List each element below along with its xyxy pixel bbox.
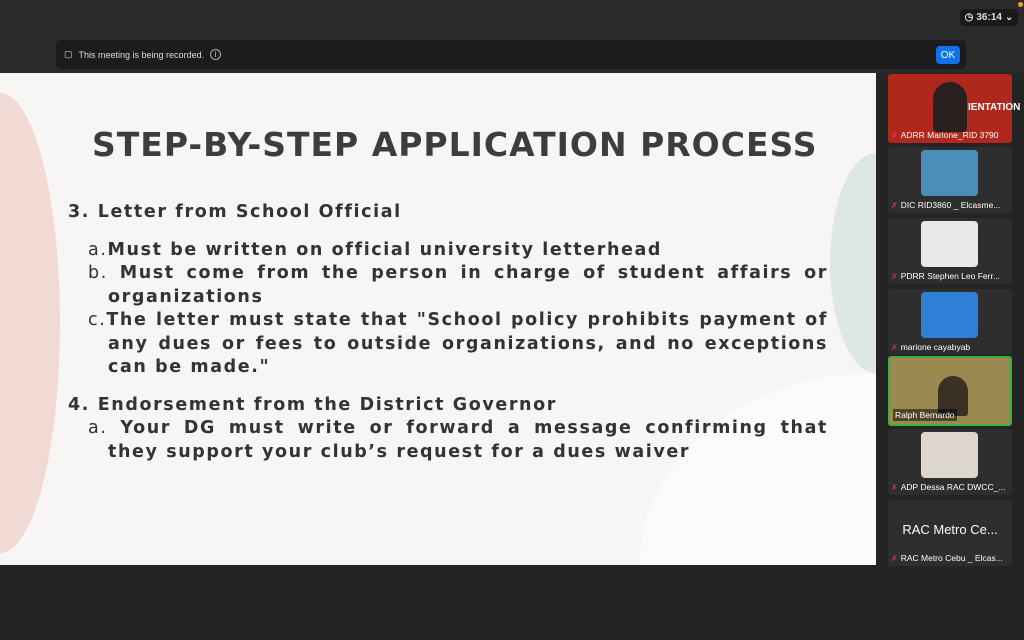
participant-video [933, 82, 967, 132]
participant-tile[interactable]: IENTATION ✗ ADRR Marione_RID 3790 [888, 74, 1012, 143]
participant-avatar [921, 150, 978, 196]
slide-title: STEP-BY-STEP APPLICATION PROCESS [92, 125, 818, 164]
step-4a: a. Your DG must write or forward a message confirming that they support your club’s request for a dues waiver [88, 418, 828, 462]
step-3c: c.The letter must state that "School policy prohibits payment of any dues or fees to outside organizations, and no exceptions can be made." [88, 310, 828, 377]
participant-avatar [921, 432, 978, 478]
step-3: 3. Letter from School Official [68, 202, 402, 222]
decor-shape [830, 153, 876, 373]
decor-shape [0, 93, 60, 553]
participant-tile[interactable]: ✗ ADP Dessa RAC DWCC_... [888, 429, 1012, 495]
shared-slide [0, 73, 876, 565]
participant-avatar [921, 221, 978, 267]
info-icon[interactable]: i [210, 49, 221, 60]
participant-tile-active[interactable]: Ralph Bernardo [888, 356, 1012, 426]
step-3b: b. Must come from the person in charge of student affairs or organizations [88, 263, 828, 307]
mic-muted-icon: ✗ [891, 482, 898, 492]
video-overlay-text: IENTATION [968, 102, 1021, 113]
step-3a: a.Must be written on official university letterhead [88, 239, 663, 260]
participant-avatar [921, 292, 978, 338]
mic-muted-icon: ✗ [891, 342, 898, 352]
mic-muted-icon: ✗ [891, 271, 898, 281]
clock-icon: ◷ [964, 12, 974, 23]
slide-body [68, 201, 828, 464]
top-bar [0, 0, 1024, 73]
ok-button[interactable]: OK [936, 46, 960, 64]
chevron-down-icon: ⌄ [1004, 12, 1014, 23]
participant-tile[interactable]: ✗ DIC RID3860 _ Elcasme... [888, 147, 1012, 213]
participant-tile[interactable]: ✗ PDRR Stephen Leo Ferr... [888, 218, 1012, 284]
recording-banner: ▢ This meeting is being recorded. i OK [56, 40, 966, 69]
step-4: 4. Endorsement from the District Governor [68, 394, 557, 415]
mic-muted-icon: ✗ [891, 200, 898, 210]
participant-tile[interactable]: RAC Metro Ce... ✗ RAC Metro Cebu _ Elcas... [888, 500, 1012, 566]
mic-muted-icon: ✗ [891, 553, 898, 563]
recording-indicator [1018, 2, 1023, 7]
recording-icon: ▢ [64, 49, 73, 59]
participant-tile[interactable]: ✗ marione cayabyab [888, 289, 1012, 355]
meeting-timer[interactable]: ◷ 36:14 ⌄ [960, 9, 1018, 26]
mic-muted-icon: ✗ [891, 130, 898, 140]
participant-panel [880, 70, 1024, 570]
